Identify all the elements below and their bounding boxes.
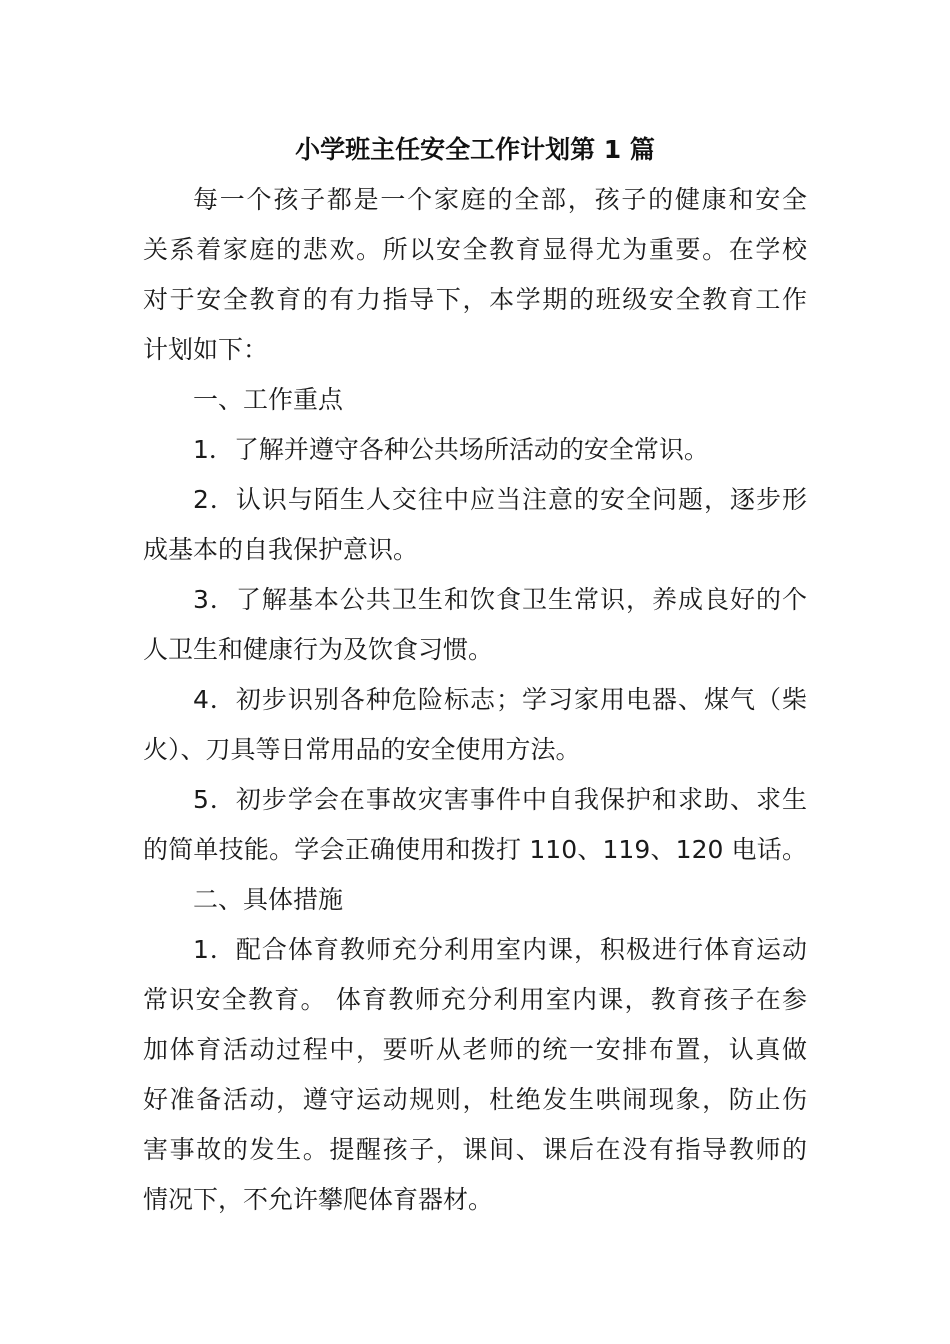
list-item-line: 火）、刀具等日常用品的安全使用方法。 xyxy=(143,735,581,764)
document-title: 小学班主任安全工作计划第 1 篇 xyxy=(295,135,655,164)
list-item-line: 5．初步学会在事故灾害事件中自我保护和求助、求生 xyxy=(193,785,807,814)
list-item-line: 常识安全教育。 体育教师充分利用室内课，教育孩子在参 xyxy=(143,985,807,1014)
list-item-line: 情况下，不允许攀爬体育器材。 xyxy=(143,1185,494,1214)
list-item-line: 好准备活动，遵守运动规则，杜绝发生哄闹现象，防止伤 xyxy=(143,1085,807,1114)
list-item-line: 3．了解基本公共卫生和饮食卫生常识，养成良好的个 xyxy=(193,585,807,614)
list-item-line: 人卫生和健康行为及饮食习惯。 xyxy=(143,635,494,664)
paragraph-line: 关系着家庭的悲欢。所以安全教育显得尤为重要。在学校 xyxy=(143,235,807,264)
paragraph-line: 对于安全教育的有力指导下，本学期的班级安全教育工作 xyxy=(143,285,807,314)
section-heading: 一、工作重点 xyxy=(193,385,344,414)
list-item-line: 加体育活动过程中，要听从老师的统一安排布置，认真做 xyxy=(143,1035,807,1064)
paragraph-line: 计划如下： xyxy=(143,335,269,364)
list-item-line: 1．了解并遵守各种公共场所活动的安全常识。 xyxy=(193,435,709,464)
list-item-line: 害事故的发生。提醒孩子，课间、课后在没有指导教师的 xyxy=(143,1135,807,1164)
list-item-line: 4．初步识别各种危险标志；学习家用电器、煤气（柴 xyxy=(193,685,807,714)
section-heading: 二、具体措施 xyxy=(193,885,344,914)
list-item-line: 成基本的自我保护意识。 xyxy=(143,535,419,564)
list-item-line: 2．认识与陌生人交往中应当注意的安全问题，逐步形 xyxy=(193,485,807,514)
paragraph-line: 每一个孩子都是一个家庭的全部，孩子的健康和安全 xyxy=(193,185,807,214)
list-item-line: 的简单技能。学会正确使用和拨打 110、119、120 电话。 xyxy=(143,835,807,864)
list-item-line: 1．配合体育教师充分利用室内课，积极进行体育运动 xyxy=(193,935,807,964)
